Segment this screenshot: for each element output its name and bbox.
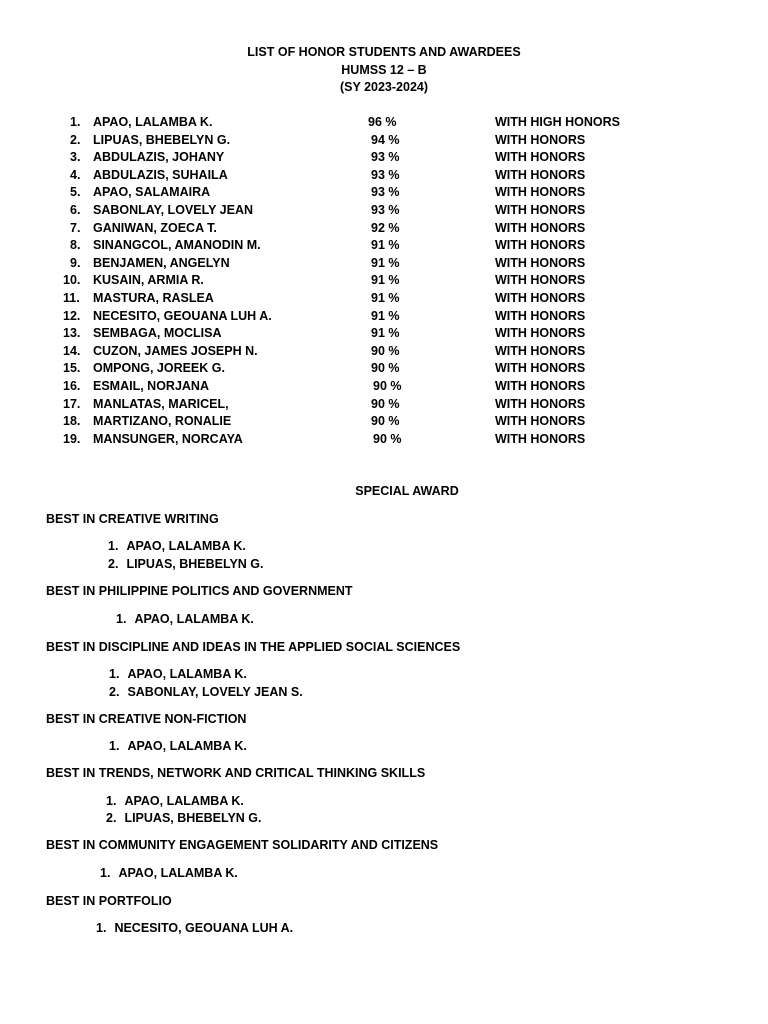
list-item bbox=[0, 396, 768, 414]
awardee-name: APAO, LALAMBA K. bbox=[127, 667, 247, 681]
award-category-title: BEST IN CREATIVE NON-FICTION bbox=[46, 712, 247, 726]
awardee-item bbox=[106, 794, 244, 808]
student-percentage: 93 % bbox=[371, 167, 400, 182]
student-percentage: 90 % bbox=[373, 378, 402, 393]
list-item-number: 17. bbox=[63, 396, 81, 411]
student-name: GANIWAN, ZOECA T. bbox=[93, 220, 217, 235]
student-name: MANSUNGER, NORCAYA bbox=[93, 431, 243, 446]
list-item bbox=[0, 237, 768, 255]
honor-level: WITH HIGH HONORS bbox=[495, 115, 620, 129]
awardee-number: 1. bbox=[109, 667, 120, 681]
list-item-number: 11. bbox=[63, 290, 80, 305]
honor-student-list bbox=[0, 114, 768, 448]
student-percentage: 93 % bbox=[371, 202, 400, 217]
awardee-number: 2. bbox=[106, 811, 117, 825]
list-item-number: 2. bbox=[70, 132, 81, 147]
list-item-number: 9. bbox=[70, 255, 81, 270]
student-percentage: 90 % bbox=[371, 361, 400, 376]
list-item bbox=[0, 413, 768, 431]
honor-level: WITH HONORS bbox=[495, 273, 586, 288]
student-percentage: 94 % bbox=[371, 132, 400, 147]
list-item-number: 4. bbox=[70, 167, 81, 182]
school-year: (SY 2023-2024) bbox=[339, 80, 429, 94]
list-item-number: 18. bbox=[63, 414, 81, 429]
student-name: ESMAIL, NORJANA bbox=[93, 378, 209, 393]
awardee-name: NECESITO, GEOUANA LUH A. bbox=[114, 921, 294, 935]
awardee-item bbox=[108, 539, 246, 553]
student-name: BENJAMEN, ANGELYN bbox=[93, 255, 230, 270]
list-item bbox=[0, 202, 768, 220]
student-percentage: 91 % bbox=[371, 238, 400, 253]
special-award-title: SPECIAL AWARD bbox=[355, 484, 459, 498]
awardee-item bbox=[96, 921, 293, 935]
honor-level: WITH HONORS bbox=[495, 185, 586, 200]
awardee-number: 1. bbox=[96, 921, 107, 935]
list-item-number: 5. bbox=[70, 185, 81, 200]
awardee-item bbox=[109, 739, 247, 753]
awardee-number: 1. bbox=[100, 866, 111, 880]
student-name: MANLATAS, MARICEL, bbox=[93, 396, 229, 411]
awardee-name: SABONLAY, LOVELY JEAN S. bbox=[127, 685, 303, 699]
award-category-title: BEST IN TRENDS, NETWORK AND CRITICAL THINKING SKILLS bbox=[46, 766, 426, 780]
list-item-number: 6. bbox=[70, 202, 81, 217]
honor-level: WITH HONORS bbox=[495, 150, 586, 165]
honor-level: WITH HONORS bbox=[495, 290, 586, 305]
awardee-name: APAO, LALAMBA K. bbox=[126, 539, 246, 553]
student-percentage: 91 % bbox=[371, 308, 400, 323]
list-item bbox=[0, 132, 768, 150]
list-item-number: 1. bbox=[70, 115, 81, 129]
student-name: ABDULAZIS, JOHANY bbox=[93, 150, 225, 165]
awardee-item bbox=[109, 667, 247, 681]
honor-level: WITH HONORS bbox=[495, 414, 586, 429]
student-percentage: 91 % bbox=[371, 326, 400, 341]
list-item-number: 14. bbox=[63, 343, 81, 358]
student-name: KUSAIN, ARMIA R. bbox=[93, 273, 204, 288]
student-percentage: 90 % bbox=[371, 414, 400, 429]
document-title: LIST OF HONOR STUDENTS AND AWARDEES bbox=[247, 45, 521, 59]
honor-level: WITH HONORS bbox=[495, 378, 586, 393]
list-item bbox=[0, 290, 768, 308]
honor-level: WITH HONORS bbox=[495, 361, 586, 376]
list-item bbox=[0, 431, 768, 449]
list-item-number: 12. bbox=[63, 308, 81, 323]
awardee-number: 1. bbox=[106, 794, 117, 808]
list-item bbox=[0, 308, 768, 326]
honor-level: WITH HONORS bbox=[495, 132, 586, 147]
honor-level: WITH HONORS bbox=[495, 220, 586, 235]
student-name: SINANGCOL, AMANODIN M. bbox=[93, 238, 261, 253]
list-item bbox=[0, 343, 768, 361]
award-category-title: BEST IN COMMUNITY ENGAGEMENT SOLIDARITY AND CITIZENS bbox=[46, 838, 439, 852]
student-percentage: 91 % bbox=[371, 255, 400, 270]
student-name: APAO, SALAMAIRA bbox=[93, 185, 211, 200]
list-item-number: 19. bbox=[63, 431, 81, 446]
awardee-item bbox=[109, 685, 303, 699]
awardee-name: APAO, LALAMBA K. bbox=[134, 612, 254, 626]
student-name: MARTIZANO, RONALIE bbox=[93, 414, 232, 429]
honor-level: WITH HONORS bbox=[495, 167, 586, 182]
list-item bbox=[0, 378, 768, 396]
award-category-title: BEST IN DISCIPLINE AND IDEAS IN THE APPLIED SOCIAL SCIENCES bbox=[46, 640, 461, 654]
honor-level: WITH HONORS bbox=[495, 396, 586, 411]
awardee-item bbox=[116, 612, 254, 626]
awardee-name: APAO, LALAMBA K. bbox=[127, 739, 247, 753]
student-percentage: 96 % bbox=[368, 115, 397, 129]
list-item bbox=[0, 167, 768, 185]
list-item-number: 13. bbox=[63, 326, 81, 341]
student-name: SEMBAGA, MOCLISA bbox=[93, 326, 222, 341]
awardee-name: LIPUAS, BHEBELYN G. bbox=[126, 557, 264, 571]
student-percentage: 90 % bbox=[373, 431, 402, 446]
student-percentage: 93 % bbox=[371, 185, 400, 200]
awardee-number: 2. bbox=[109, 685, 120, 699]
student-name: MASTURA, RASLEA bbox=[93, 290, 214, 305]
awardee-number: 1. bbox=[108, 539, 119, 553]
list-item bbox=[0, 325, 768, 343]
class-section: HUMSS 12 – B bbox=[341, 62, 427, 77]
list-item-number: 7. bbox=[70, 220, 81, 235]
list-item bbox=[0, 255, 768, 273]
list-item bbox=[0, 360, 768, 378]
award-category-title: BEST IN PHILIPPINE POLITICS AND GOVERNMENT bbox=[46, 584, 353, 598]
student-name: SABONLAY, LOVELY JEAN bbox=[93, 202, 254, 217]
honor-level: WITH HONORS bbox=[495, 431, 586, 446]
list-item-number: 16. bbox=[63, 378, 81, 393]
list-item-number: 15. bbox=[63, 361, 81, 376]
awardee-item bbox=[100, 866, 238, 880]
student-name: APAO, LALAMBA K. bbox=[93, 115, 213, 129]
awardee-name: LIPUAS, BHEBELYN G. bbox=[124, 811, 262, 825]
list-item-number: 3. bbox=[70, 150, 81, 165]
student-percentage: 90 % bbox=[371, 343, 400, 358]
student-name: CUZON, JAMES JOSEPH N. bbox=[93, 343, 258, 358]
document-header bbox=[0, 44, 768, 97]
student-percentage: 91 % bbox=[371, 290, 400, 305]
award-category-title: BEST IN PORTFOLIO bbox=[46, 894, 172, 908]
student-percentage: 92 % bbox=[371, 220, 400, 235]
student-name: NECESITO, GEOUANA LUH A. bbox=[93, 308, 272, 323]
honor-level: WITH HONORS bbox=[495, 238, 586, 253]
awardee-item bbox=[108, 557, 264, 571]
honor-level: WITH HONORS bbox=[495, 343, 586, 358]
honor-level: WITH HONORS bbox=[495, 255, 586, 270]
list-item bbox=[0, 149, 768, 167]
honor-level: WITH HONORS bbox=[495, 202, 586, 217]
award-category-title: BEST IN CREATIVE WRITING bbox=[46, 512, 219, 526]
student-name: LIPUAS, BHEBELYN G. bbox=[93, 132, 231, 147]
awardee-name: APAO, LALAMBA K. bbox=[124, 794, 244, 808]
list-item bbox=[0, 220, 768, 238]
list-item bbox=[0, 272, 768, 290]
list-item-number: 8. bbox=[70, 238, 81, 253]
awardee-number: 1. bbox=[109, 739, 120, 753]
student-name: ABDULAZIS, SUHAILA bbox=[93, 167, 228, 182]
awardee-number: 2. bbox=[108, 557, 119, 571]
list-item-number: 10. bbox=[63, 273, 81, 288]
awardee-name: APAO, LALAMBA K. bbox=[118, 866, 238, 880]
student-percentage: 91 % bbox=[371, 273, 400, 288]
honor-level: WITH HONORS bbox=[495, 326, 586, 341]
awardee-number: 1. bbox=[116, 612, 127, 626]
awardee-item bbox=[106, 811, 262, 825]
honor-level: WITH HONORS bbox=[495, 308, 586, 323]
student-percentage: 93 % bbox=[371, 150, 400, 165]
list-item bbox=[0, 184, 768, 202]
student-percentage: 90 % bbox=[371, 396, 400, 411]
student-name: OMPONG, JOREEK G. bbox=[93, 361, 225, 376]
list-item bbox=[0, 114, 768, 132]
